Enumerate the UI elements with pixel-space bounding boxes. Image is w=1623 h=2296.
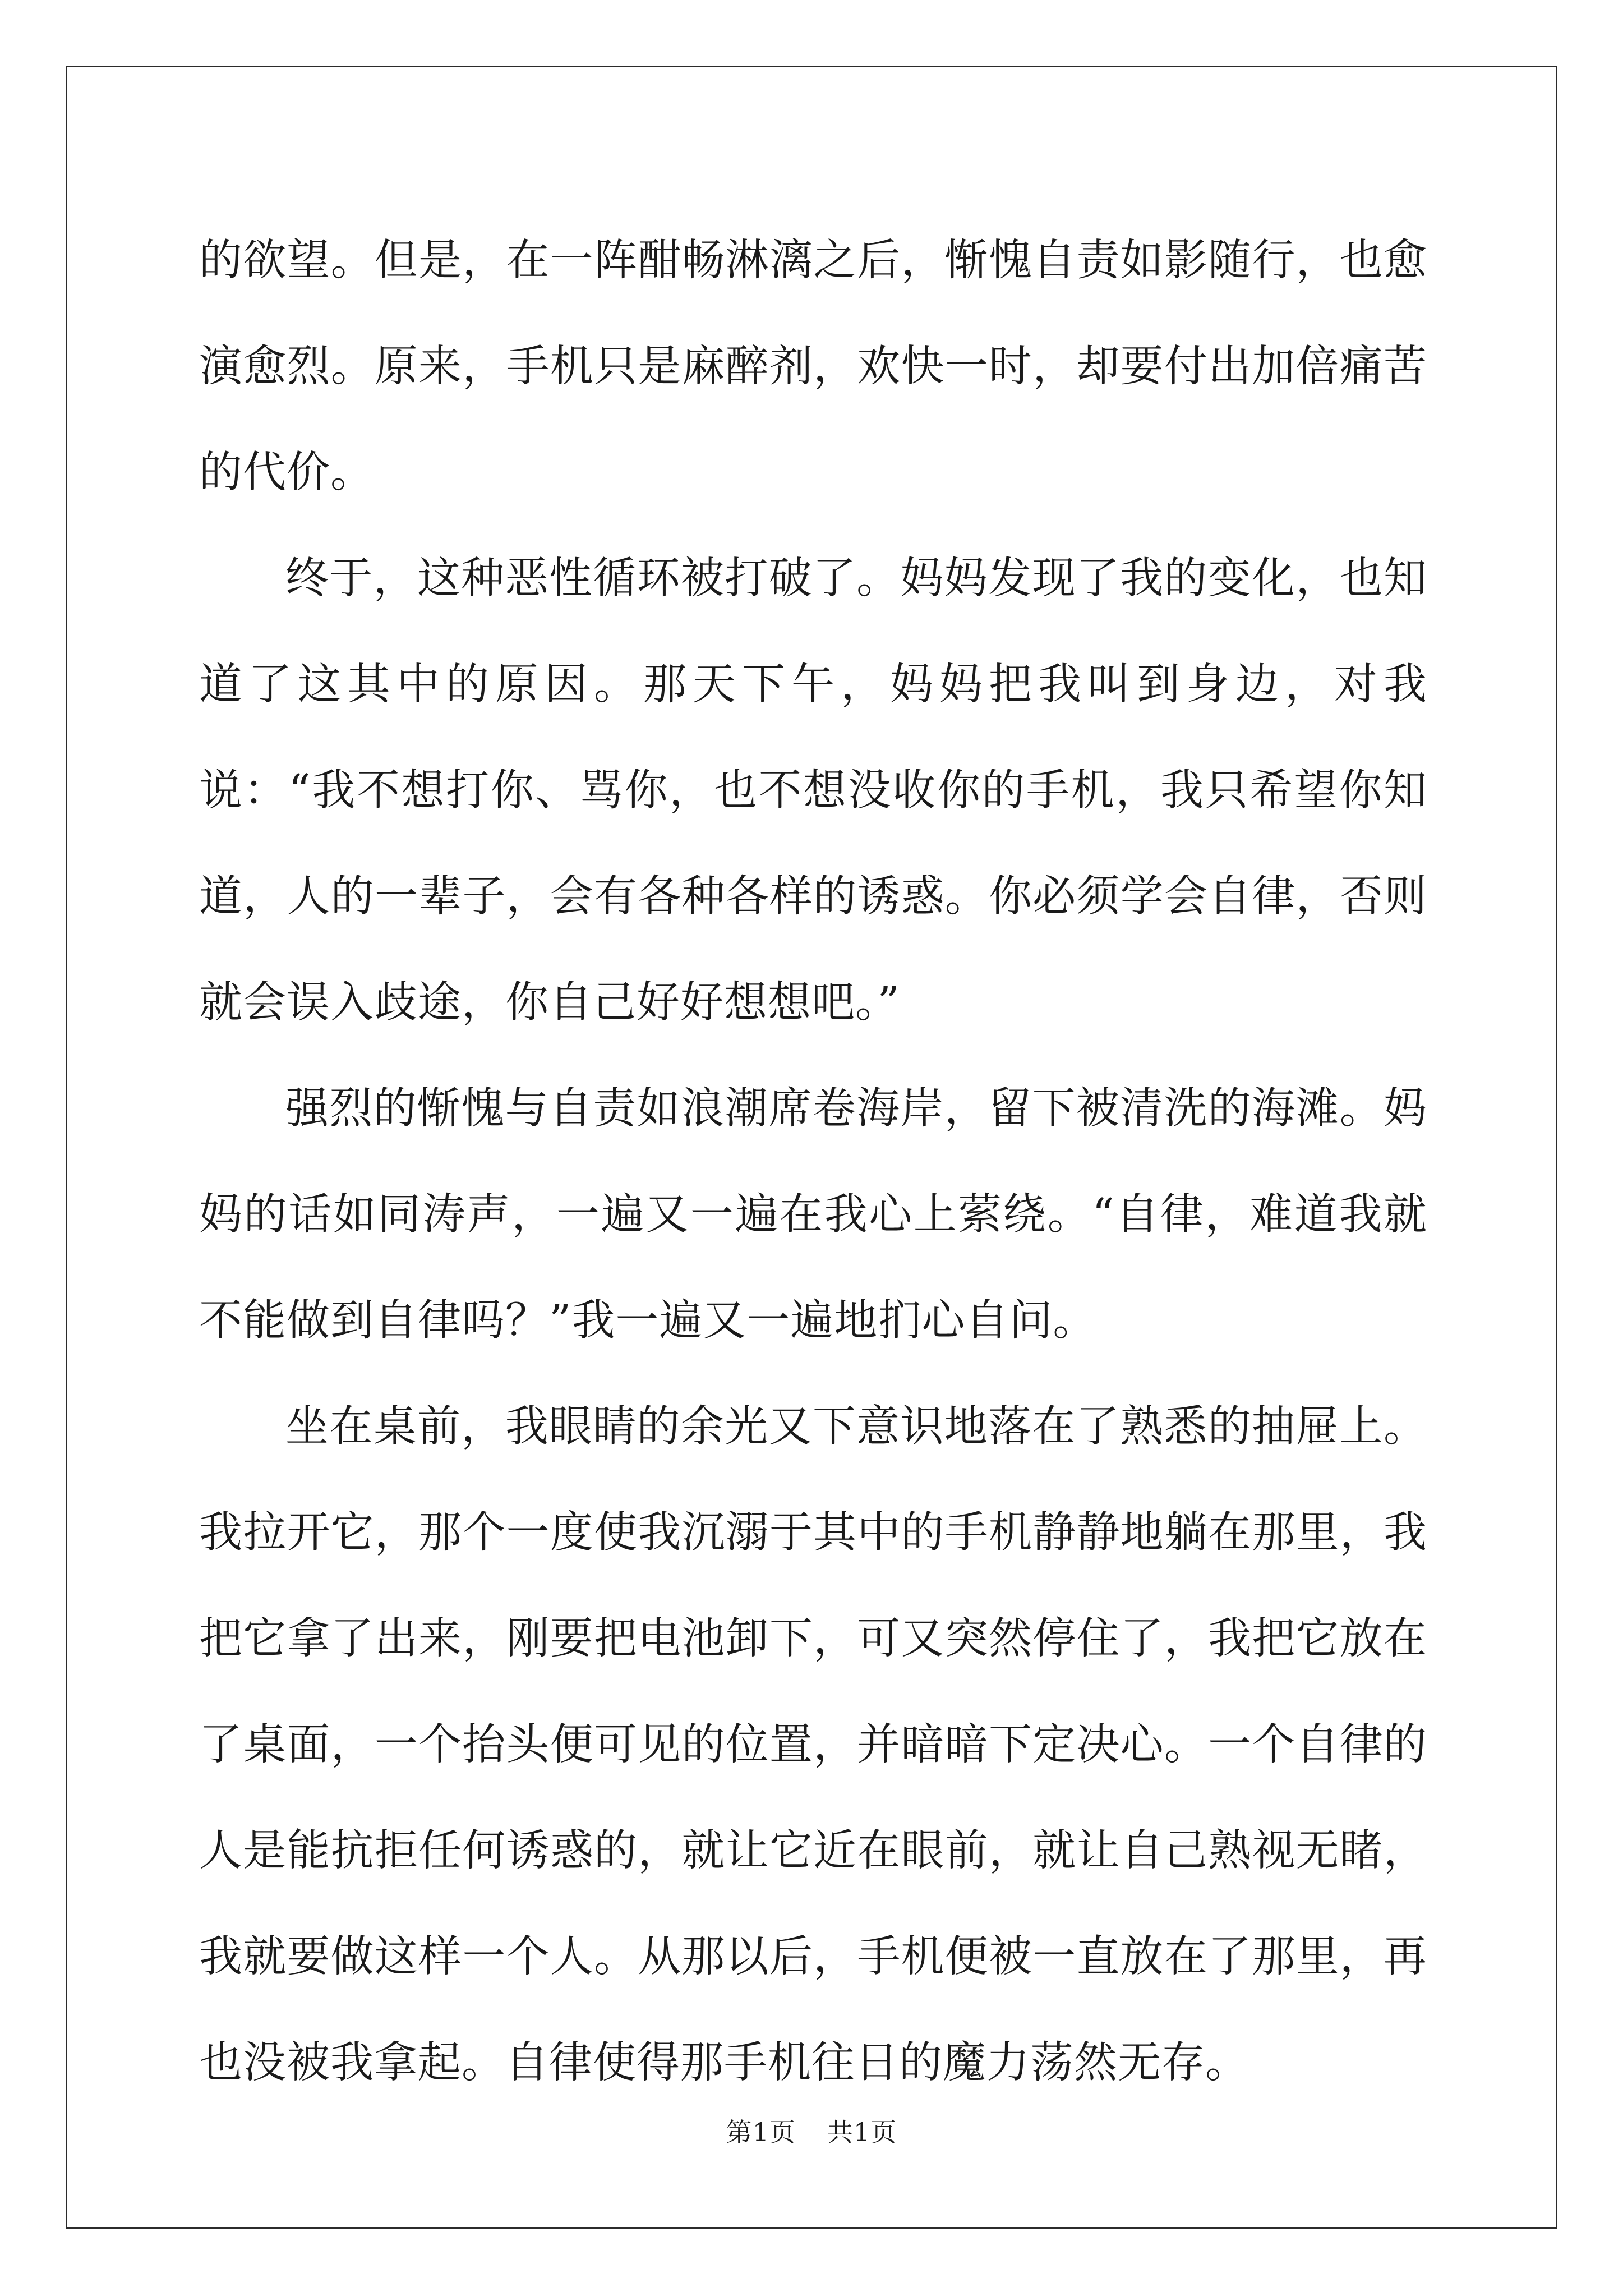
paragraph-3: 强烈的惭愧与自责如浪潮席卷海岸，留下被清洗的海滩。妈妈的话如同涛声，一遍又一遍在我心上萦绕。“自律，难道我就不能做到自律吗？”我一遍又一遍地扪心自问。 <box>199 1084 1427 1346</box>
paragraph-4: 坐在桌前，我眼睛的余光又下意识地落在了熟悉的抽屉上。我拉开它，那个一度使我沉溺于其中的手机静静地躺在那里，我把它拿了出来，刚要把电池卸下，可又突然停住了，我把它放在了桌面，一个抬头便可见的位置，并暗暗下定决心。一个自律的人是能抗拒任何诱惑的，就让它近在眼前，就让自己熟视无睹，我就要做这样一个人。从那以后，手机便被一直放在了那里，再也没被我拿起。自律使得那手机往日的魔力荡然无存。 <box>199 1402 1427 2088</box>
page-total: 共1页 <box>827 2117 897 2147</box>
paragraph-2: 终于，这种恶性循环被打破了。妈妈发现了我的变化，也知道了这其中的原因。那天下午，妈妈把我叫到身边，对我说：“我不想打你、骂你，也不想没收你的手机，我只希望你知道，人的一辈子，会有各种各样的诱惑。你必须学会自律，否则就会误入歧途，你自己好好想想吧。” <box>199 554 1427 1028</box>
page-number: 第1页 <box>726 2117 796 2147</box>
document-body <box>199 208 1427 2116</box>
paragraph-1: 的欲望。但是，在一阵酣畅淋漓之后，惭愧自责如影随行，也愈演愈烈。原来，手机只是麻醉剂，欢快一时，却要付出加倍痛苦的代价。 <box>199 236 1427 498</box>
page-footer <box>0 2112 1623 2149</box>
